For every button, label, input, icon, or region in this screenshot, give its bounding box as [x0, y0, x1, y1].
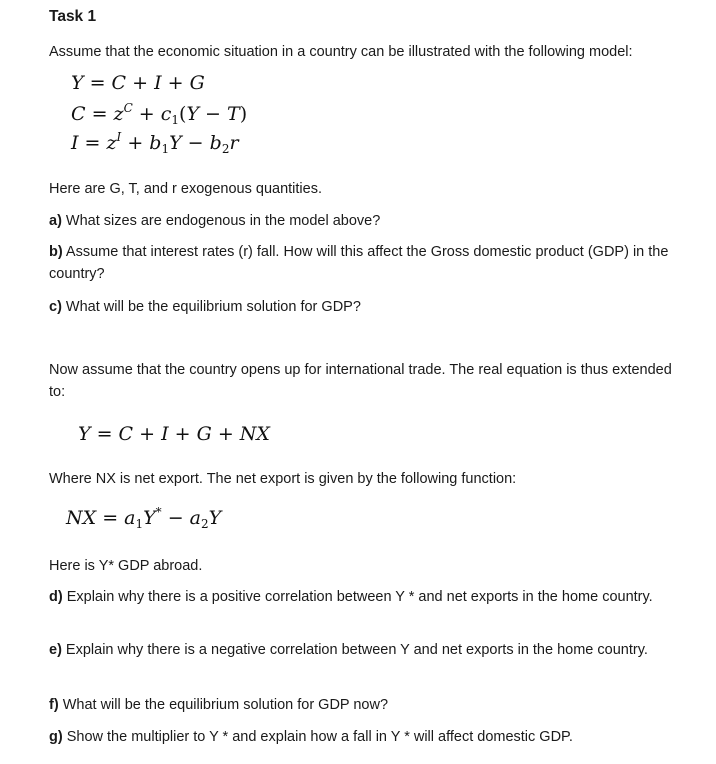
- equation-consumption: $C = z^C + c_1(Y - T)$: [71, 101, 248, 127]
- open-economy-intro: Now assume that the country opens up for international trade. The real equation is thus extended to:: [49, 362, 672, 400]
- question-b-text: Assume that interest rates (r) fall. How will this affect the Gross domestic product (GDP) in the country?: [49, 244, 669, 282]
- task-title: Task 1: [49, 8, 97, 25]
- question-f-label: f): [49, 697, 59, 713]
- task-intro: Assume that the economic situation in a country can be illustrated with the following model:: [49, 44, 633, 60]
- question-d-text: Explain why there is a positive correlation between Y * and net exports in the home country.: [62, 589, 653, 605]
- question-d-label: d): [49, 589, 63, 605]
- abroad-note: Here is Y* GDP abroad.: [49, 558, 203, 574]
- question-b-label: b): [49, 244, 63, 260]
- equation-investment: $I = z^I + b_1Y - b_2r$: [71, 130, 239, 156]
- question-g-text: Show the multiplier to Y * and explain how a fall in Y * will affect domestic GDP.: [62, 729, 573, 745]
- question-c-label: c): [49, 299, 62, 315]
- question-c: [49, 296, 361, 318]
- question-g-label: g): [49, 729, 63, 745]
- question-e-label: e): [49, 642, 62, 658]
- question-d: [49, 586, 674, 608]
- question-e: [49, 639, 674, 661]
- question-c-text: What will be the equilibrium solution for GDP?: [61, 299, 361, 315]
- question-a: [49, 210, 380, 232]
- question-b: [49, 241, 674, 285]
- equation-open-economy: Y = C + I + G + NX: [78, 423, 270, 445]
- question-f: [49, 694, 388, 716]
- question-g: [49, 726, 573, 748]
- net-export-intro: Where NX is net export. The net export is given by the following function:: [49, 471, 517, 487]
- question-f-text: What will be the equilibrium solution for GDP now?: [58, 697, 389, 713]
- question-a-text: What sizes are endogenous in the model above?: [61, 213, 381, 229]
- question-e-text: Explain why there is a negative correlation between Y and net exports in the home country.: [61, 642, 648, 658]
- equation-output: Y = C + I + G: [71, 72, 205, 94]
- equation-net-export: NX = $a_1Y^* - a_2Y$: [66, 505, 222, 531]
- exogenous-note: Here are G, T, and r exogenous quantities.: [49, 181, 322, 197]
- question-a-label: a): [49, 213, 62, 229]
